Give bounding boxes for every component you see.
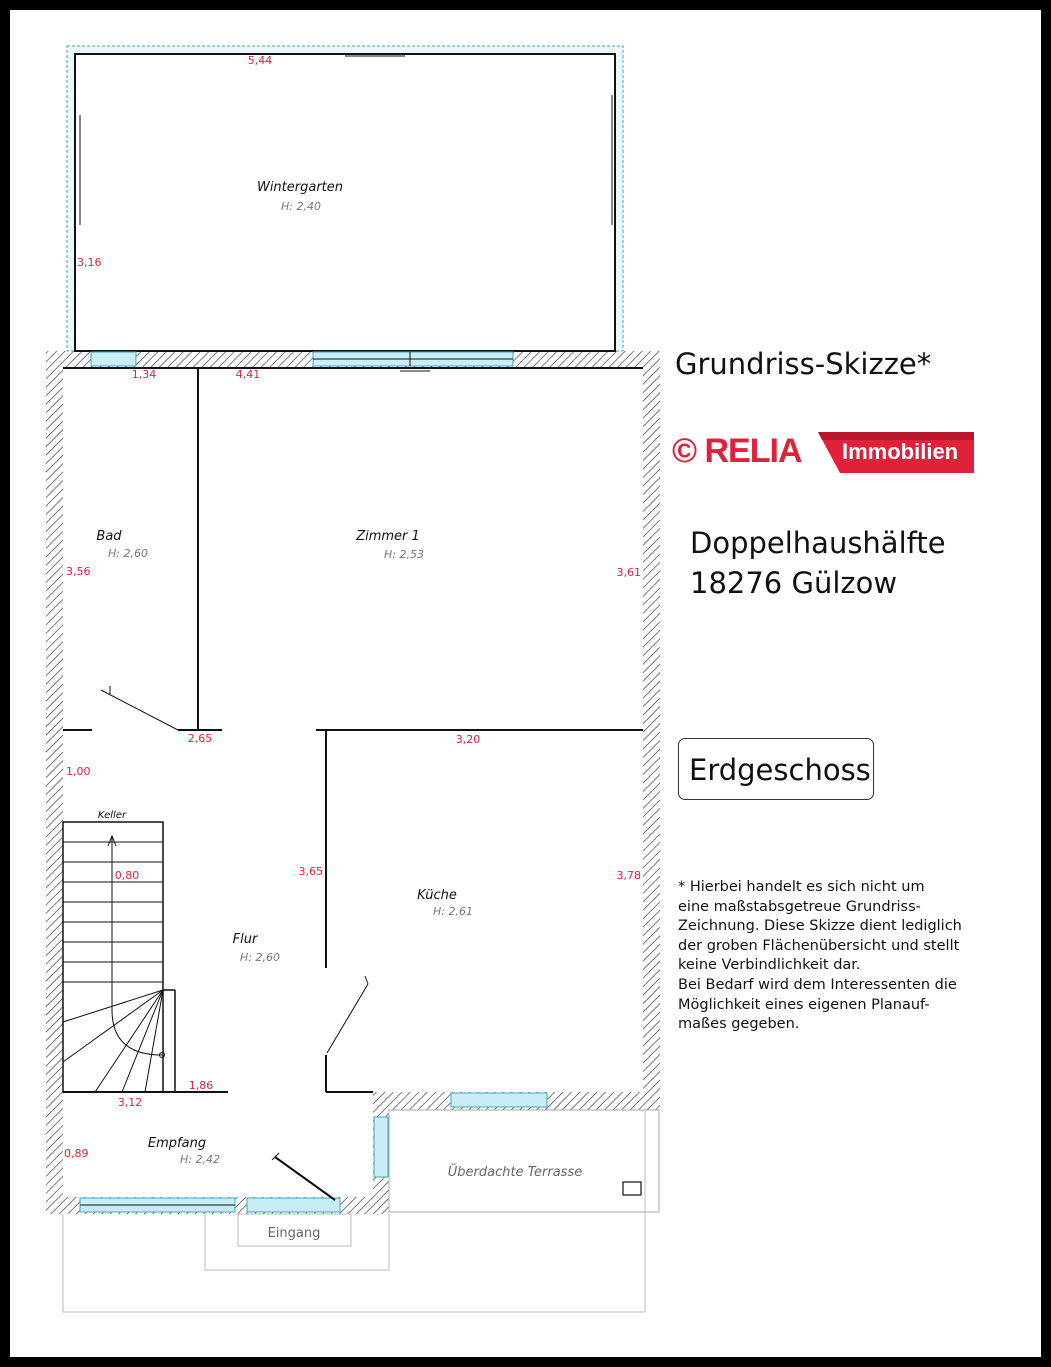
- room-name-flur: Flur: [232, 932, 258, 947]
- dimension-label: 0,89: [64, 1147, 89, 1160]
- floor-label: Erdgeschoss: [678, 738, 874, 800]
- dimension-label: 3,78: [616, 869, 641, 882]
- dimension-label: 3,56: [66, 565, 91, 578]
- sheet-title: Grundriss-Skizze*: [675, 347, 932, 381]
- relia-logo: [672, 430, 974, 475]
- room-height-flur: H: 2,60: [240, 951, 280, 964]
- room-name-empfang: Empfang: [147, 1136, 207, 1151]
- terrace-label: Überdachte Terrasse: [447, 1165, 583, 1180]
- room-height-bad: H: 2,60: [108, 547, 148, 560]
- room-name-wintergarten: Wintergarten: [256, 180, 344, 195]
- dimension-label: 2,65: [187, 732, 213, 745]
- property-address: [690, 523, 946, 603]
- room-height-kueche: H: 2,61: [433, 905, 473, 918]
- dimension-label: 3,12: [117, 1096, 143, 1109]
- dimension-label: 3,65: [298, 865, 323, 878]
- logo-mark: © RELIA: [672, 432, 802, 470]
- floor-plan-sheet: [10, 10, 1041, 1357]
- dimension-label: 5,44: [247, 54, 273, 67]
- floor-plan-drawing: [10, 10, 1041, 1357]
- room-name-bad: Bad: [96, 529, 122, 544]
- logo-subtitle: Immobilien: [842, 439, 959, 464]
- terrace-outline: [389, 1110, 659, 1212]
- property-type: Doppelhaushälfte: [690, 526, 946, 560]
- dimension-label: 3,16: [77, 256, 102, 269]
- dimension-label: 0,80: [114, 869, 140, 882]
- disclaimer-text: * Hierbei handelt es sich nicht um eine maßstabsgetreue Grundriss- Zeichnung. Diese Skizze dient lediglich der groben Flächenübersicht und stellt keine Verbindlichkeit dar. Bei Bedarf wird dem Interessenten die Möglichkeit eines eigenen Planauf- maßes gegeben.: [678, 879, 962, 1033]
- room-height-zimmer-1: H: 2,53: [384, 548, 424, 561]
- wintergarten: [67, 46, 623, 351]
- room-height-empfang: H: 2,42: [180, 1153, 220, 1166]
- dimension-label: 3,20: [455, 733, 481, 746]
- room-name-zimmer-1: Zimmer 1: [356, 529, 420, 544]
- property-location: 18276 Gülzow: [690, 566, 898, 600]
- dimension-label: 1,34: [131, 368, 157, 381]
- entrance-label: Eingang: [267, 1226, 321, 1241]
- room-name-kueche: Küche: [417, 888, 457, 903]
- dimension-label: 3,61: [616, 566, 641, 579]
- dimension-label: 1,86: [188, 1079, 214, 1092]
- dimension-label: 4,41: [235, 368, 261, 381]
- room-height-wintergarten: H: 2,40: [281, 200, 321, 213]
- dimension-label: 1,00: [66, 765, 91, 778]
- keller-label: Keller: [97, 810, 127, 821]
